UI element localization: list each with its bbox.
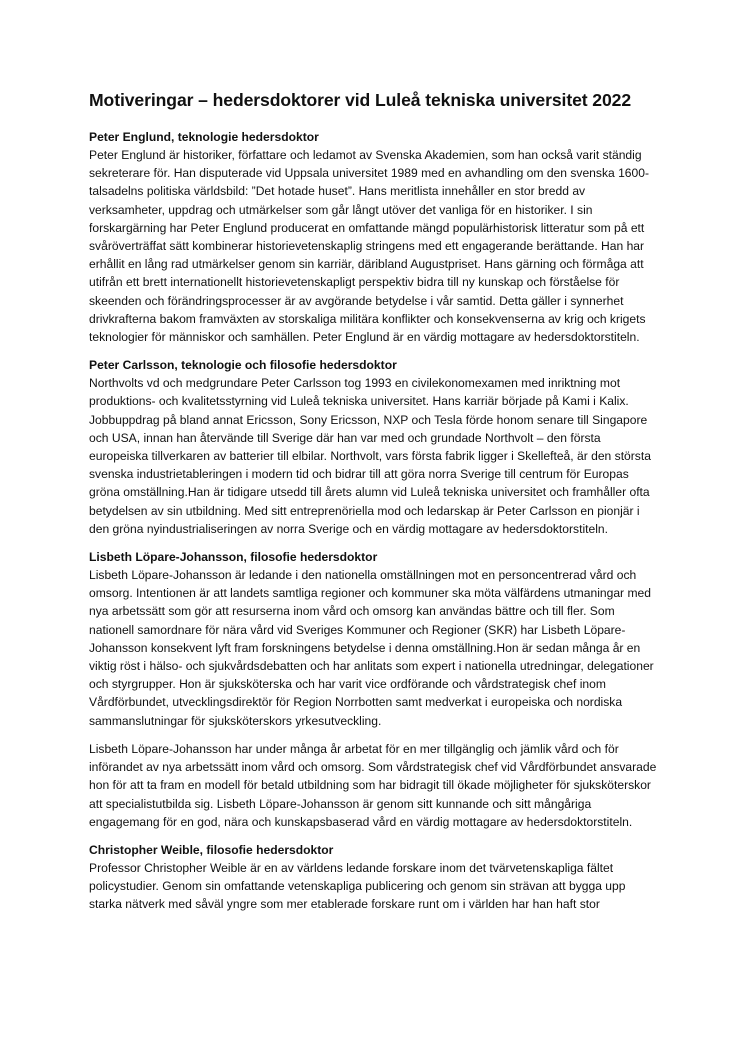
section-heading: Lisbeth Löpare-Johansson, filosofie hedersdoktor bbox=[89, 550, 378, 565]
section-lisbeth-lopare-johansson bbox=[89, 548, 661, 831]
section-paragraph: Peter Englund är historiker, författare och ledamot av Svenska Akademien, som han också varit ständig sekreterare för. Han disputerade vid Uppsala universitet 1989 med en avhandling om den svenska 1600-talsadelns politiska världsbild: ”Det hotade huset”. Hans meritlista innehåller en stor bredd av verksamheter, uppdrag och utmärkelser som går långt utöver det vanliga för en historiker. I sin forskargärning har Peter Englund producerat en omfattande mängd populärhistorisk litteratur som på ett svåröverträffat sätt kombinerar historievetenskaplig stringens med ett engagerande berättande. Han har erhållit en lång rad utmärkelser genom sin karriär, däribland Augustpriset. Hans gärning och förmåga att utifrån ett brett internationellt historievetenskapligt perspektiv bidra till ny kunskap och förståelse för skeenden och förändringsprocesser är av avgörande betydelse i vår samtid. Detta gäller i synnerhet drivkrafterna bakom framväxten av storskaliga militära konflikter och konsekvenserna av krig och krigets teknologier för människor och samhällen. Peter Englund är en värdig mottagare av hedersdoktorstiteln. bbox=[89, 148, 650, 345]
section-heading: Peter Englund, teknologie hedersdoktor bbox=[89, 130, 319, 144]
section-paragraph: Northvolts vd och medgrundare Peter Carlsson tog 1993 en civilekonomexamen med inriktning mot produktions- och kvalitetsstyrning vid Luleå tekniska universitet. Hans karriär började på Kami i Kalix. Jobbuppdrag på bland annat Ericsson, Sony Ericsson, NXP och Tesla förde honom senare till Singapore och USA, innan han återvände till Sverige där han var med och grundade Northvolt – den första europeiska tillverkaren av batterier till elbilar. Northvolt, vars första fabrik ligger i Skellefteå, är den största svenska industrietableringen i modern tid och bidrar till att göra norra Sverige till centrum för Europas gröna omställning.Han är tidigare utsedd till årets alumn vid Luleå tekniska universitet och framhåller ofta betydelsen av sin utbildning. Med sitt entreprenöriella mod och ledarskap är Peter Carlsson en pionjär i den gröna nyindustrialiseringen av norra Sverige och en värdig mottagare av hedersdoktorstiteln. bbox=[89, 376, 651, 536]
page-title: Motiveringar – hedersdoktorer vid Luleå tekniska universitet 2022 bbox=[89, 90, 632, 110]
section-heading: Peter Carlsson, teknologie och filosofie hedersdoktor bbox=[89, 358, 397, 373]
section-paragraph: Lisbeth Löpare-Johansson är ledande i den nationella omställningen mot en personcentrerad vård och omsorg. Intentionen är att landets samtliga regioner och kommuner ska möta välfärdens utmaningar med nya arbetssätt som gör att resurserna inom vård och omsorg kan användas bättre och till fler. Som nationell samordnare för nära vård vid Sveriges Kommuner och Regioner (SKR) har Lisbeth Löpare-Johansson konsekvent lyft fram forskningens betydelse i denna omställning.Hon är sedan många år en viktig röst i hälso- och sjukvårdsdebatten och har anlitats som expert i nationella utredningar, delegationer och styrgrupper. Hon är sjuksköterska och har varit vice ordförande och vårdstrategisk chef inom Vårdförbundet, utvecklingsdirektör för Region Norrbotten samt medverkat i europeiska och nordiska sammanslutningar för sjuksköterskors yrkesutveckling. bbox=[89, 568, 654, 728]
section-paragraph: Lisbeth Löpare-Johansson har under många år arbetat för en mer tillgänglig och jämlik vård och för införandet av nya arbetssätt inom vård och omsorg. Som vårdstrategisk chef vid Vårdförbundet ansvarade hon för att ta fram en modell för betald utbildning som har bidragit till ökade möjligheter för sjuksköterskor att specialistutbilda sig. Lisbeth Löpare-Johansson är genom sitt kunnande och sitt mångåriga engagemang för en god, nära och kunskapsbaserad vård en värdig mottagare av hedersdoktorstiteln. bbox=[89, 741, 657, 829]
section-heading: Christopher Weible, filosofie hedersdoktor bbox=[89, 842, 334, 857]
section-peter-englund bbox=[89, 128, 661, 346]
section-peter-carlsson bbox=[89, 356, 661, 538]
section-christopher-weible bbox=[89, 841, 661, 914]
section-paragraph: Professor Christopher Weible är en av världens ledande forskare inom det tvärvetenskapliga fältet policystudier. Genom sin omfattande vetenskapliga publicering och genom sin strävan att bygga upp starka nätverk med såväl yngre som mer etablerade forskare runt om i världen har han haft stor bbox=[89, 860, 626, 912]
document-body bbox=[89, 88, 661, 924]
